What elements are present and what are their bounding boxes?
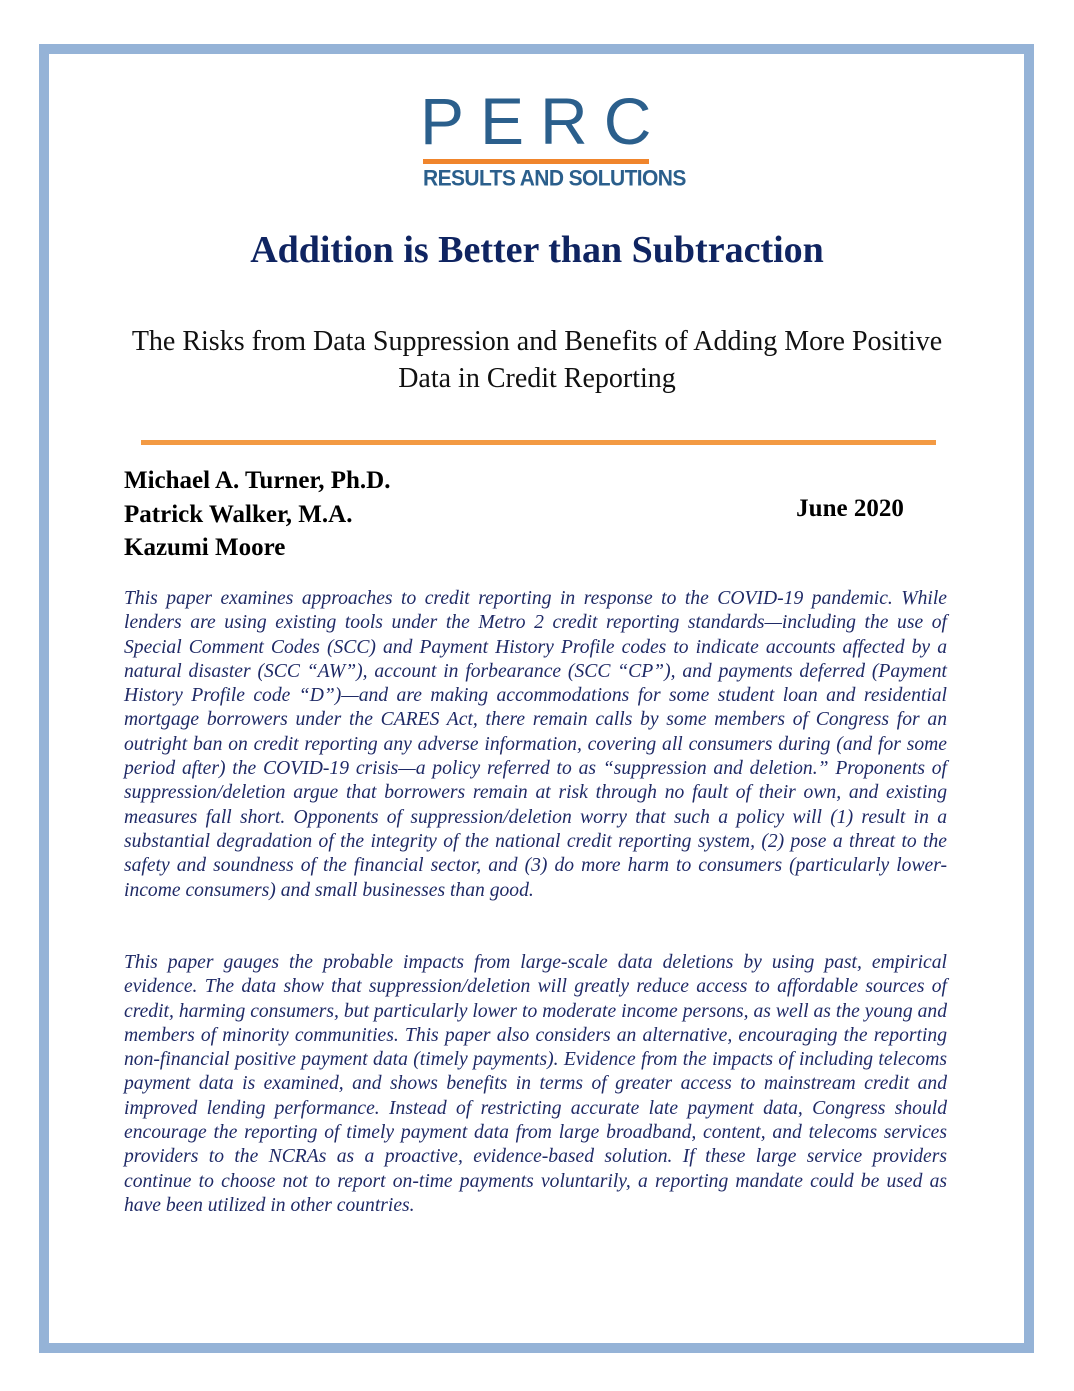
author-name: Patrick Walker, M.A. xyxy=(124,500,353,528)
logo-orange-bar xyxy=(423,159,649,164)
orange-divider xyxy=(141,440,936,445)
author-list xyxy=(124,464,624,565)
author-name: Michael A. Turner, Ph.D. xyxy=(124,467,391,494)
abstract-paragraph-1: This paper examines approaches to credit reporting in response to the COVID-19 pandemic. While lenders are using existing tools under the Metro 2 credit reporting standards—including the use of Special Comment Codes (SCC) and Payment History Profile codes to indicate accounts affected by a natural disaster (SCC “AW”), account in forbearance (SCC “CP”), and payments deferred (Payment History Profile code “D”)—and are making accommodations for some student loan and residential mortgage borrowers under the CARES Act, there remain calls by some members of Congress for an outright ban on credit reporting any adverse information, covering all consumers during (and for some period after) the COVID-19 crisis—a policy referred to as “suppression and deletion.” Proponents of suppression/deletion argue that borrowers remain at risk through no fault of their own, and existing measures fall short. Opponents of suppression/deletion worry that such a policy will (1) result in a substantial degradation of the integrity of the national credit reporting system, (2) pose a threat to the safety and soundness of the financial sector, and (3) do more harm to consumers (particularly lower-income consumers) and small businesses than good. xyxy=(124,588,947,901)
publication-date: June 2020 xyxy=(796,495,904,522)
logo-wordmark: PERC xyxy=(420,84,668,158)
logo-tagline: RESULTS AND SOLUTIONS xyxy=(423,166,686,191)
abstract-paragraph-2: This paper gauges the probable impacts from large-scale data deletions by using past, empirical evidence. The data show that suppression/deletion will greatly reduce access to affordable sources of credit, harming consumers, but particularly lower to moderate income persons, as well as the young and members of minority communities. This paper also considers an alternative, encouraging the reporting non-financial positive payment data (timely payments). Evidence from the impacts of including telecoms payment data is examined, and shows benefits in terms of greater access to mainstream credit and improved lending performance. Instead of restricting accurate late payment data, Congress should encourage the reporting of timely payment data from large broadband, content, and telecoms services providers to the NCRAs as a proactive, evidence-based solution. If these large service providers continue to choose not to report on-time payments voluntarily, a reporting mandate could be used as have been utilized in other countries. xyxy=(124,952,947,1216)
document-title: Addition is Better than Subtraction xyxy=(250,229,824,271)
author-name: Kazumi Moore xyxy=(124,534,286,561)
perc-logo xyxy=(410,84,686,196)
document-subtitle: The Risks from Data Suppression and Benefits of Adding More Positive Data in Credit Reporting xyxy=(131,326,943,394)
